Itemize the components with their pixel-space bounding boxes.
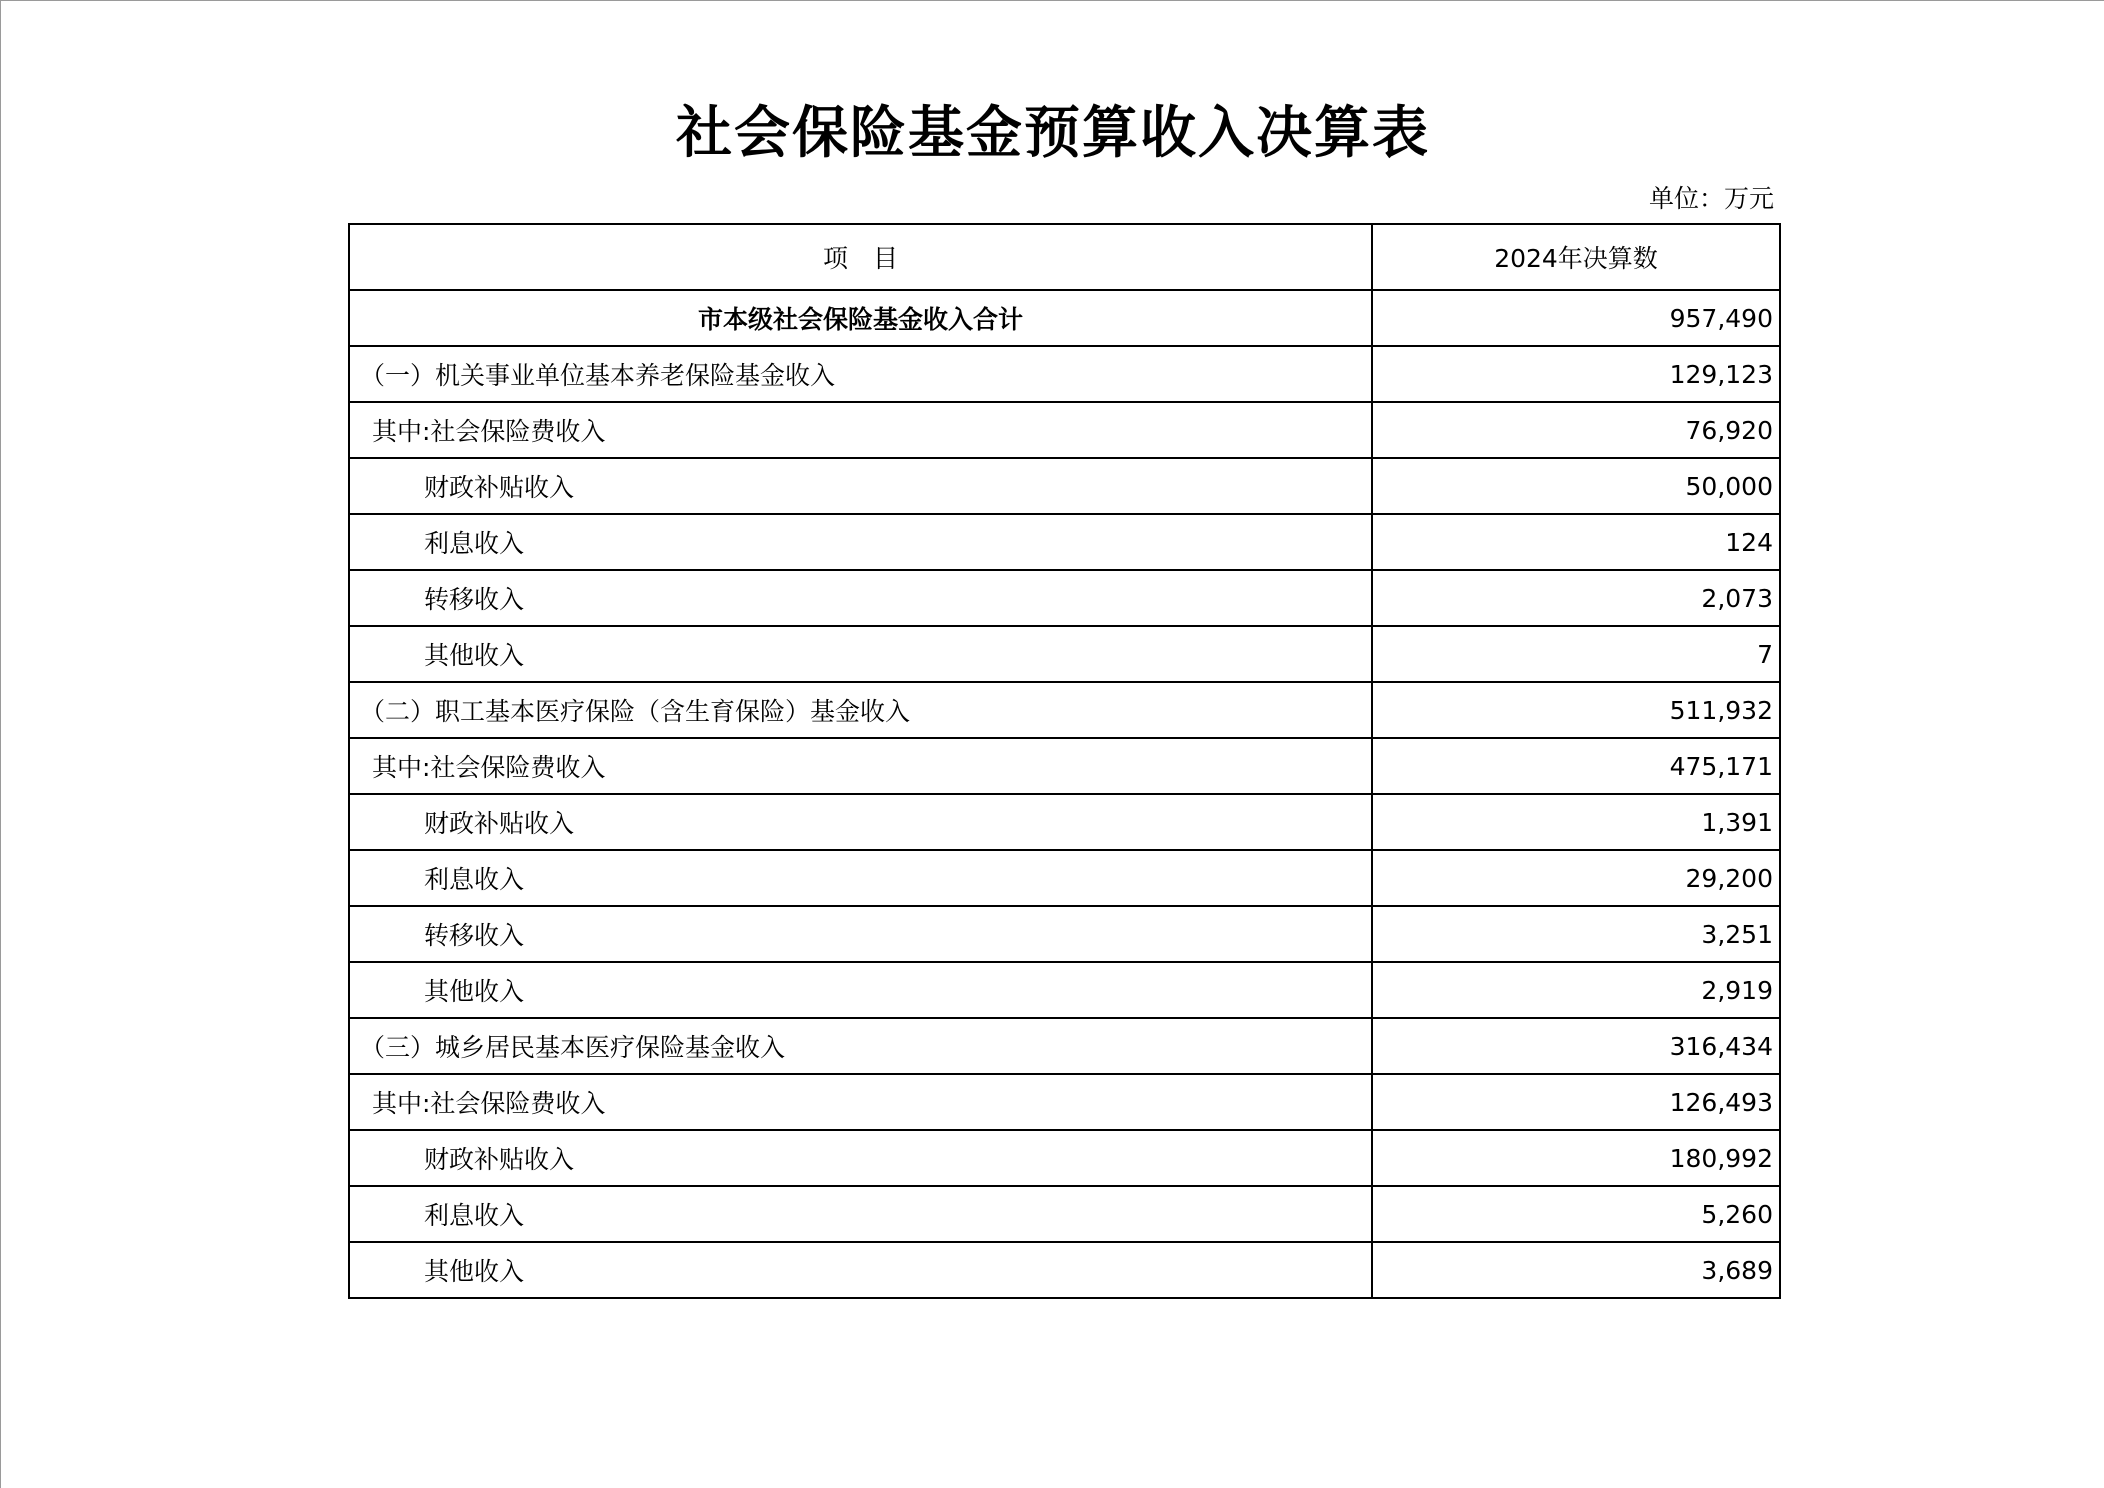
table-body (349, 290, 1780, 1298)
row-value: 2,073 (1372, 570, 1780, 626)
budget-income-table (348, 223, 1781, 1299)
row-label: （二）职工基本医疗保险（含生育保险）基金收入 (349, 682, 1372, 738)
table-row (349, 626, 1780, 682)
row-value: 180,992 (1372, 1130, 1780, 1186)
table-row (349, 962, 1780, 1018)
row-value: 3,689 (1372, 1242, 1780, 1298)
row-value: 475,171 (1372, 738, 1780, 794)
table-row (349, 458, 1780, 514)
row-value: 29,200 (1372, 850, 1780, 906)
row-value: 2,919 (1372, 962, 1780, 1018)
table-row (349, 1130, 1780, 1186)
table-row (349, 346, 1780, 402)
row-label: 利息收入 (349, 850, 1372, 906)
row-label: 其他收入 (349, 962, 1372, 1018)
table-row (349, 1242, 1780, 1298)
row-label: 转移收入 (349, 570, 1372, 626)
page-title: 社会保险基金预算收入决算表 (676, 100, 1430, 166)
row-label: 市本级社会保险基金收入合计 (349, 290, 1372, 346)
unit-label: 单位：万元 (1648, 184, 1774, 213)
row-value: 129,123 (1372, 346, 1780, 402)
table-row (349, 1074, 1780, 1130)
table-row (349, 906, 1780, 962)
row-value: 124 (1372, 514, 1780, 570)
row-label: 其中:社会保险费收入 (349, 738, 1372, 794)
row-value: 316,434 (1372, 1018, 1780, 1074)
row-label: 财政补贴收入 (349, 794, 1372, 850)
table-row (349, 738, 1780, 794)
row-value: 511,932 (1372, 682, 1780, 738)
table-row (349, 402, 1780, 458)
column-header-value: 2024年决算数 (1372, 224, 1780, 290)
row-value: 3,251 (1372, 906, 1780, 962)
row-value: 5,260 (1372, 1186, 1780, 1242)
table-row (349, 514, 1780, 570)
row-label: （一）机关事业单位基本养老保险基金收入 (349, 346, 1372, 402)
row-label: 其他收入 (349, 1242, 1372, 1298)
row-value: 50,000 (1372, 458, 1780, 514)
row-label: （三）城乡居民基本医疗保险基金收入 (349, 1018, 1372, 1074)
row-label: 利息收入 (349, 1186, 1372, 1242)
table-row (349, 1018, 1780, 1074)
row-value: 957,490 (1372, 290, 1780, 346)
table-header-row (349, 224, 1780, 290)
row-value: 1,391 (1372, 794, 1780, 850)
table-row (349, 794, 1780, 850)
row-value: 76,920 (1372, 402, 1780, 458)
row-value: 7 (1372, 626, 1780, 682)
row-value: 126,493 (1372, 1074, 1780, 1130)
total-row (349, 290, 1780, 346)
row-label: 其中:社会保险费收入 (349, 1074, 1372, 1130)
column-header-item: 项 目 (349, 224, 1372, 290)
row-label: 利息收入 (349, 514, 1372, 570)
row-label: 财政补贴收入 (349, 1130, 1372, 1186)
row-label: 其他收入 (349, 626, 1372, 682)
table-row (349, 682, 1780, 738)
table-row (349, 1186, 1780, 1242)
table-row (349, 850, 1780, 906)
row-label: 转移收入 (349, 906, 1372, 962)
row-label: 财政补贴收入 (349, 458, 1372, 514)
table-row (349, 570, 1780, 626)
row-label: 其中:社会保险费收入 (349, 402, 1372, 458)
